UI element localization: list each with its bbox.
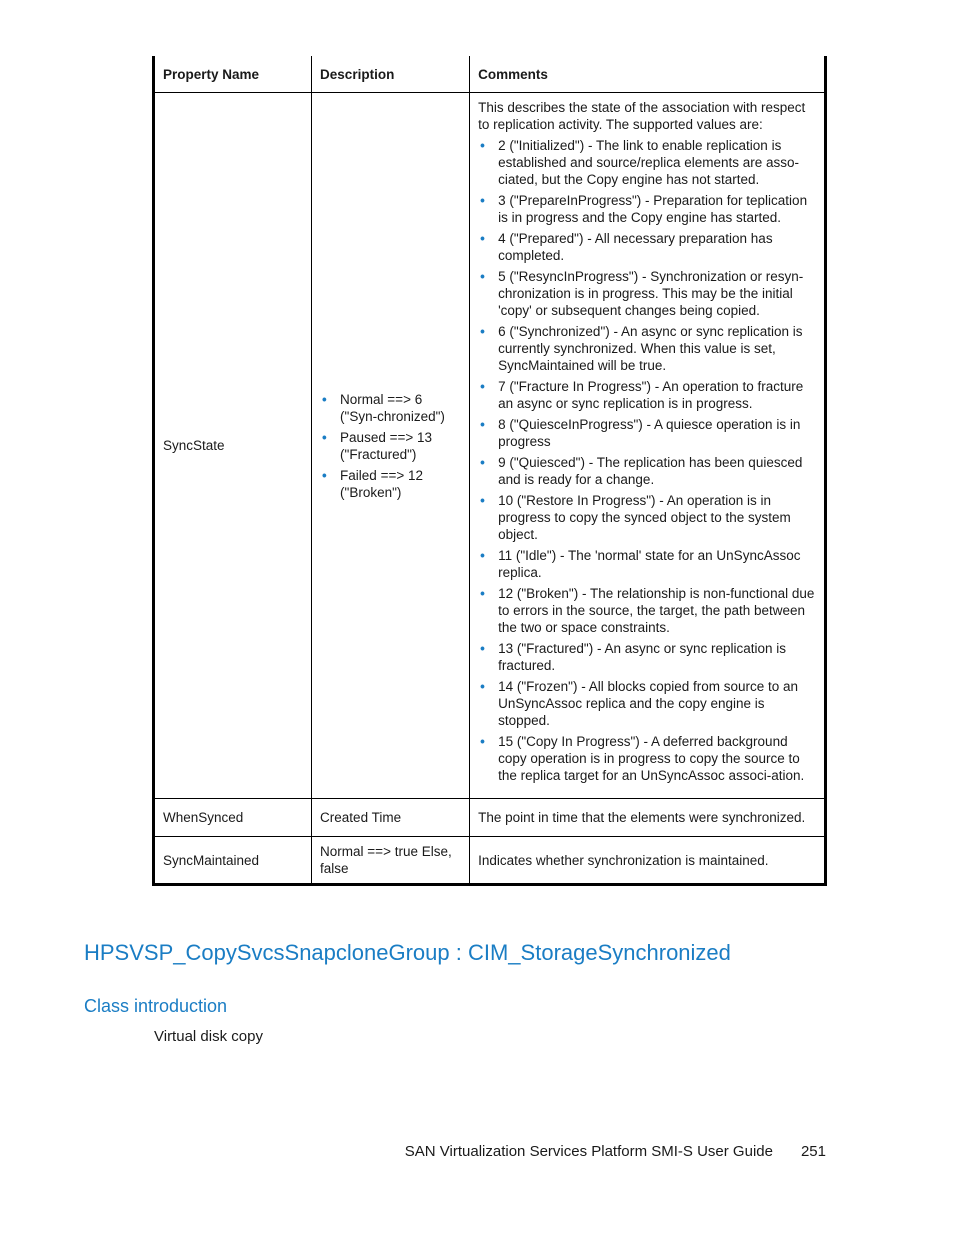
list-item: • 14 ("Frozen") - All blocks copied from source to an UnSyncAssoc replica and the copy engine is stopped. xyxy=(480,679,799,728)
list-item: • 5 ("ResyncInProgress") - Synchronization or resyn-chronization is in progress. This may be the initial 'copy' or subsequent changes being copied. xyxy=(480,269,804,318)
description-cell xyxy=(312,93,470,799)
bullet-icon: • xyxy=(480,269,485,284)
bullet-icon: • xyxy=(480,379,485,394)
bullet-icon: • xyxy=(480,548,485,563)
comment-list xyxy=(478,137,816,784)
property-cell: SyncState xyxy=(154,93,312,799)
bullet-icon: • xyxy=(480,193,485,208)
header-comments: Comments xyxy=(470,56,826,93)
table-row xyxy=(154,799,826,837)
table-row xyxy=(154,93,826,799)
bullet-icon: • xyxy=(480,641,485,656)
list-item: • 6 ("Synchronized") - An async or sync replication is currently synchronized. When this value is set, SyncMaintained will be true. xyxy=(480,324,803,373)
comment-intro: This describes the state of the association with respect to replication activity. The supported values are: xyxy=(478,100,806,132)
table-row xyxy=(154,837,826,885)
list-item: • 2 ("Initialized") - The link to enable replication is established and source/replica elements are asso-ciated, but the Copy engine has not started. xyxy=(480,138,800,187)
page-footer xyxy=(405,1143,826,1160)
bullet-icon: • xyxy=(480,231,485,246)
list-item: • 3 ("PrepareInProgress") - Preparation for teplication is in progress and the Copy engine has started. xyxy=(480,193,808,225)
property-table xyxy=(152,56,827,886)
table-header-row xyxy=(154,56,826,93)
bullet-icon: • xyxy=(480,455,485,470)
bullet-icon: • xyxy=(480,417,485,432)
header-property-name: Property Name xyxy=(154,56,312,93)
list-item: • 7 ("Fracture In Progress") - An operation to fracture an async or sync replication is in progress. xyxy=(480,379,804,411)
property-cell: SyncMaintained xyxy=(154,837,312,885)
list-item: • 15 ("Copy In Progress") - A deferred background copy operation is in progress to copy the source to the replica target for an UnSyncAssoc associ-ation. xyxy=(480,734,805,783)
bullet-icon: • xyxy=(480,586,485,601)
comments-cell xyxy=(470,93,826,799)
bullet-icon: • xyxy=(322,391,327,407)
bullet-icon: • xyxy=(322,429,327,445)
comments-cell: The point in time that the elements were synchronized. xyxy=(470,799,826,837)
subsection-title: Class introduction xyxy=(84,996,228,1016)
description-cell: Created Time xyxy=(312,799,470,837)
bullet-icon: • xyxy=(480,324,485,339)
list-item: • Normal ==> 6 ("Syn-chronized") xyxy=(322,391,445,424)
bullet-icon: • xyxy=(480,138,485,153)
class-description: Virtual disk copy xyxy=(154,1028,263,1045)
description-cell: Normal ==> true Else, false xyxy=(312,837,470,885)
list-item: • 11 ("Idle") - The 'normal' state for an UnSyncAssoc replica. xyxy=(480,548,801,580)
list-item: • 13 ("Fractured") - An async or sync replication is fractured. xyxy=(480,641,787,673)
list-item: • 8 ("QuiesceInProgress") - A quiesce operation is in progress xyxy=(480,417,801,449)
list-item: • Failed ==> 12 ("Broken") xyxy=(322,467,423,500)
list-item: • 10 ("Restore In Progress") - An operation is in progress to copy the synced object to the system object. xyxy=(480,493,791,542)
header-description: Description xyxy=(312,56,470,93)
footer-title: SAN Virtualization Services Platform SMI-S User Guide xyxy=(404,1143,773,1160)
page-number: 251 xyxy=(800,1143,826,1160)
bullet-icon: • xyxy=(480,493,485,508)
bullet-icon: • xyxy=(480,734,485,749)
comments-cell: Indicates whether synchronization is maintained. xyxy=(470,837,826,885)
list-item: • 4 ("Prepared") - All necessary preparation has completed. xyxy=(480,231,773,263)
section-title: HPSVSP_CopySvcsSnapcloneGroup : CIM_StorageSynchronized xyxy=(84,940,731,965)
bullet-icon: • xyxy=(480,679,485,694)
property-cell: WhenSynced xyxy=(154,799,312,837)
description-list xyxy=(320,391,461,501)
list-item: • 12 ("Broken") - The relationship is non-functional due to errors in the source, the target, the path between the two or space constraints. xyxy=(480,586,815,635)
bullet-icon: • xyxy=(322,467,327,483)
list-item: • Paused ==> 13 ("Fractured") xyxy=(322,429,433,462)
list-item: • 9 ("Quiesced") - The replication has been quiesced and is ready for a change. xyxy=(480,455,803,487)
